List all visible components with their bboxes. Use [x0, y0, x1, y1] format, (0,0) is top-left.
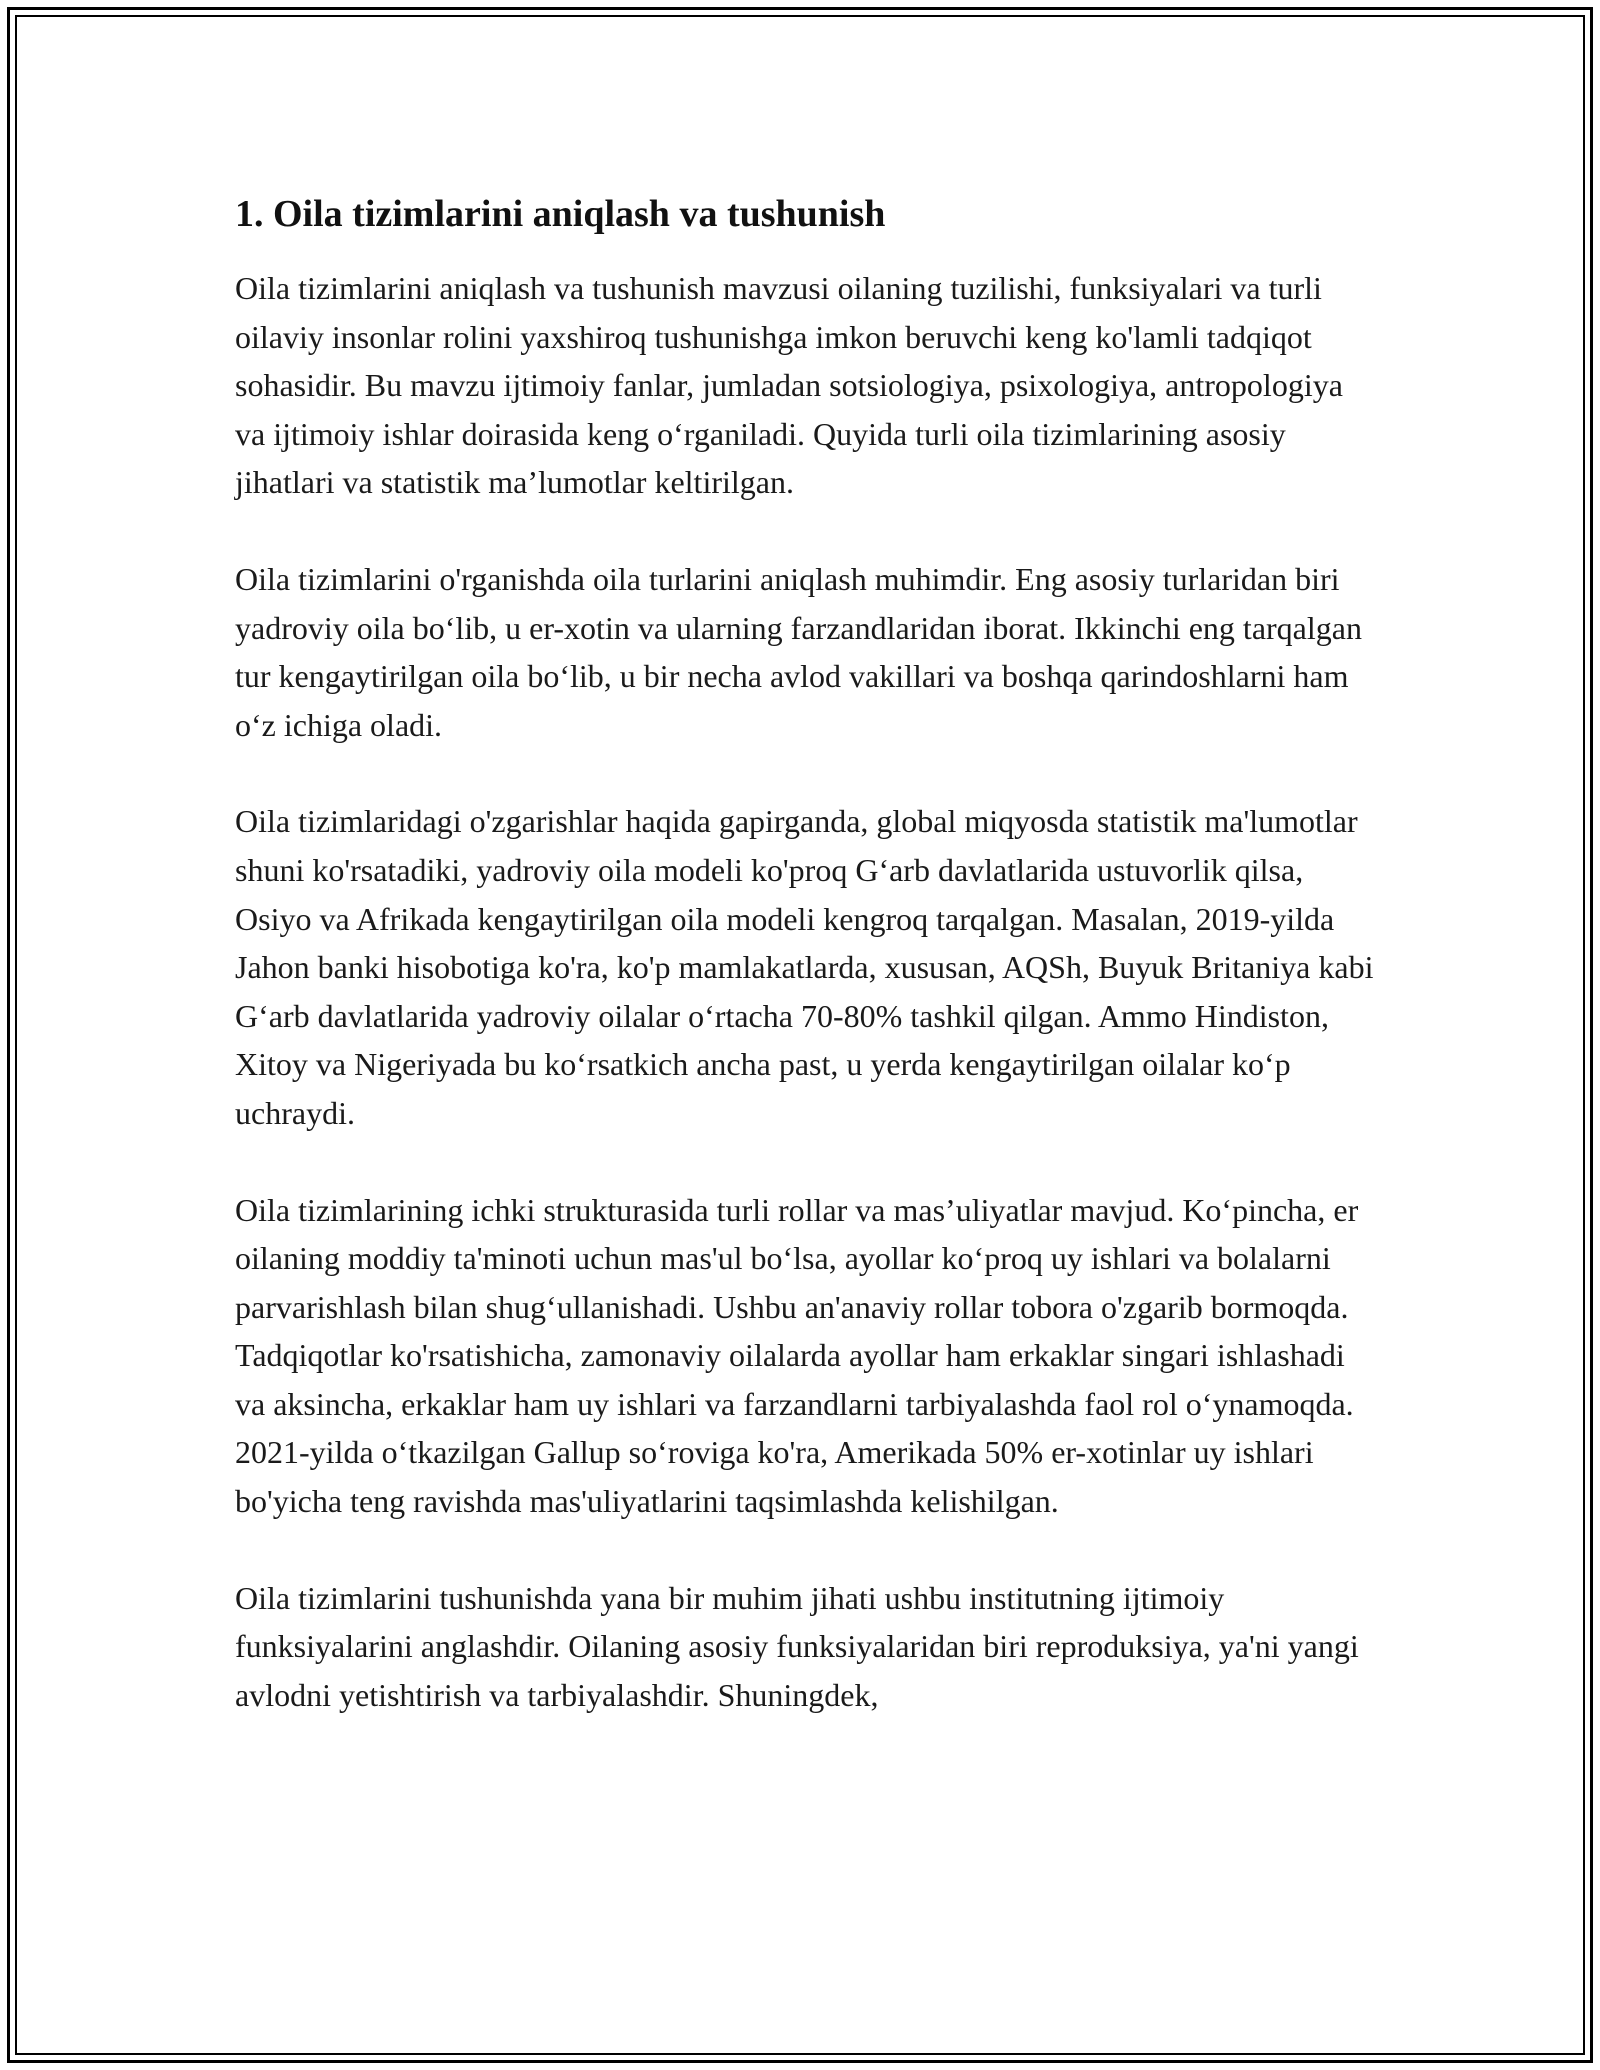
paragraph-2: Oila tizimlarini o'rganishda oila turlarini aniqlash muhimdir. Eng asosiy turlaridan biri yadroviy oila bo‘lib, u er-xotin va ularning farzandlaridan iborat. Ikkinchi eng tarqalgan tur kengaytirilgan oila bo‘lib, u bir necha avlod vakillari va boshqa qarindoshlarni ham o‘z ichiga oladi.: [235, 560, 1362, 743]
paragraph-5: Oila tizimlarini tushunishda yana bir muhim jihati ushbu institutning ijtimoiy funksiyalarini anglashdir. Oilaning asosiy funksiyalaridan biri reproduksiya, ya'ni yangi avlodni yetishtirish va tarbiyalashdir. Shuningdek,: [235, 1579, 1359, 1713]
paragraph-4: Oila tizimlarining ichki strukturasida turli rollar va mas’uliyatlar mavjud. Ko‘pincha, er oilaning moddiy ta'minoti uchun mas'ul bo‘lsa, ayollar ko‘proq uy ishlari va bolalarni parvarishlash bilan shug‘ullanishadi. Ushbu an'anaviy rollar tobora o'zgarib bormoqda. Tadqiqotlar ko'rsatishicha, zamonaviy oilalarda ayollar ham erkaklar singari ishlashadi va aksincha, erkaklar ham uy ishlari va farzandlarni tarbiyalashda faol rol o‘ynamoqda. 2021-yilda o‘tkazilgan Gallup so‘roviga ko'ra, Amerikada 50% er-xotinlar uy ishlari bo'yicha teng ravishda mas'uliyatlarini taqsimlashda kelishilgan.: [235, 1191, 1359, 1520]
paragraph-3: Oila tizimlaridagi o'zgarishlar haqida gapirganda, global miqyosda statistik ma'lumotlar shuni ko'rsatadiki, yadroviy oila modeli ko'proq G‘arb davlatlarida ustuvorlik qilsa, Osiyo va Afrikada kengaytirilgan oila modeli kengroq tarqalgan. Masalan, 2019-yilda Jahon banki hisobotiga ko'ra, ko'p mamlakatlarda, xususan, AQSh, Buyuk Britaniya kabi G‘arb davlatlarida yadroviy oilalar o‘rtacha 70-80% tashkil qilgan. Ammo Hindiston, Xitoy va Nigeriyada bu ko‘rsatkich ancha past, u yerda kengaytirilgan oilalar ko‘p uchraydi.: [235, 803, 1374, 1131]
document-body: [235, 184, 1375, 1767]
paragraph-1: Oila tizimlarini aniqlash va tushunish mavzusi oilaning tuzilishi, funksiyalari va turli oilaviy insonlar rolini yaxshiroq tushunishga imkon beruvchi keng ko'lamli tadqiqot sohasidir. Bu mavzu ijtimoiy fanlar, jumladan sotsiologiya, psixologiya, antropologiya va ijtimoiy ishlar doirasida keng o‘rganiladi. Quyida turli oila tizimlarining asosiy jihatlari va statistik ma’lumotlar keltirilgan.: [235, 270, 1343, 501]
section-heading: 1. Oila tizimlarini aniqlash va tushunish: [235, 193, 886, 235]
